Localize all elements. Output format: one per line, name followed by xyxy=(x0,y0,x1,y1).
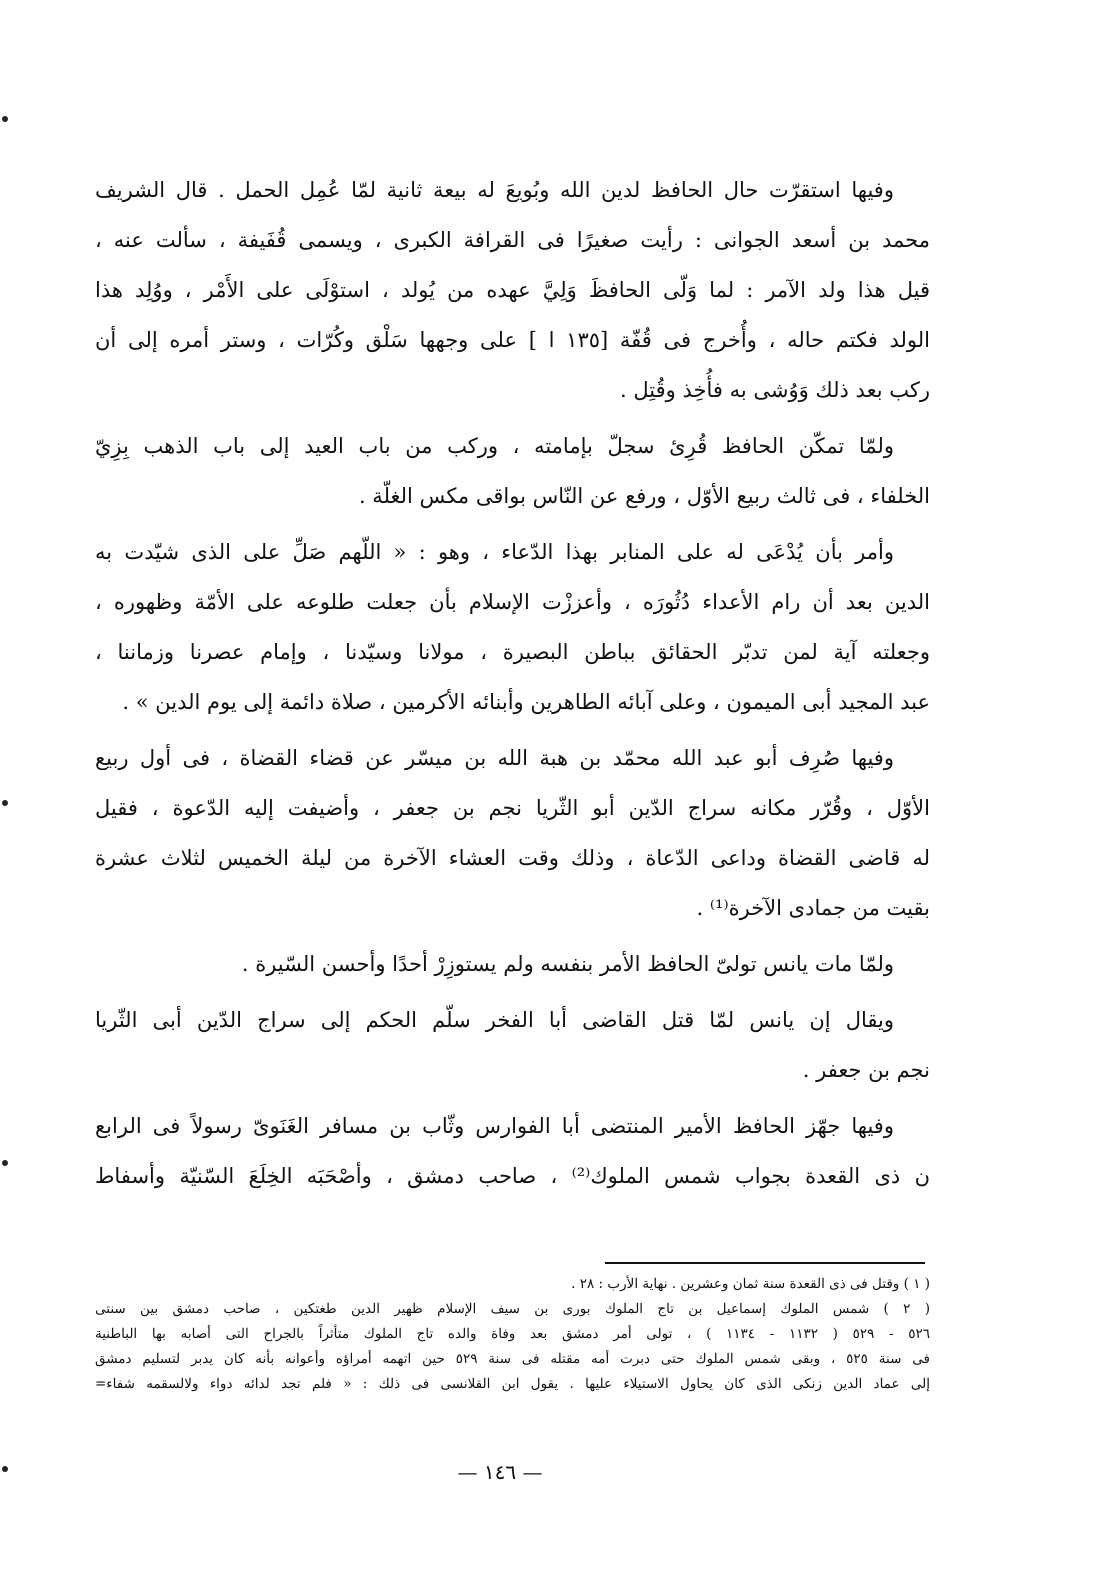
text-line: ويقال إن يانس لمّا قتل القاضى أبا الفخر سلّم الحكم إلى سراج الدّين أبى الثّريا xyxy=(95,1008,894,1032)
text-line: وفيها جهّز الحافظ الأمير المنتضى أبا الفوارس وثّاب بن مسافر الغَنَوىّ رسولاً فى الرابع xyxy=(95,1114,894,1138)
footnote-divider xyxy=(605,1262,925,1264)
text-line: عبد المجيد أبى الميمون ، وعلى آبائه الطاهرين وأبنائه الأكرمين ، صلاة دائمة إلى يوم الدين » . xyxy=(122,690,930,714)
main-text xyxy=(95,165,930,1207)
text-line: قيل هذا ولد الآمر : لما وَلّى الحافظَ وَلِيَّ عهده من يُولد ، استوْلَى على الأَمْر ، ووُلِد هذا xyxy=(95,278,930,302)
footnote-line: ( ٢ ) شمس الملوك إسماعيل بن تاج الملوك بورى بن سيف الإسلام ظهير الدين طغتكين ، صاحب دمشق بين سنتى xyxy=(95,1301,930,1317)
paragraph xyxy=(95,1101,930,1201)
text-line: الولد فكتم حاله ، وأُخرج فى قُفّة [١٣٥ ا ] على وجهها سَلْق وكُرّات ، وستر أمره إلى أن xyxy=(95,328,930,352)
text-line: الخلفاء ، فى ثالث ربيع الأوّل ، ورفع عن النّاس بواقى مكس الغلّة . xyxy=(358,484,930,508)
text-line: الأوّل ، وقُرّر مكانه سراج الدّين أبو الثّريا نجم بن جعفر ، وأضيفت إليه الدّعوة ، فقيل xyxy=(95,796,930,820)
paragraph xyxy=(95,527,930,727)
text-line: ركب بعد ذلك وَوُشى به فأُخِذ وقُتِل . xyxy=(620,378,930,402)
paragraph xyxy=(95,939,930,989)
paragraph xyxy=(95,421,930,521)
scan-mark xyxy=(2,800,8,806)
paragraph xyxy=(95,165,930,415)
text-line: له قاضى القضاة وداعى الدّعاة ، وذلك وقت العشاء الآخرة من ليلة الخميس لثلاث عشرة xyxy=(95,846,930,870)
paragraph xyxy=(95,733,930,933)
text-line: الدين بعد أن رام الأعداء دُثُورَه ، وأعززْت الإسلام بأن جعلت طلوعه على الأمّة وظهوره ، xyxy=(95,590,930,614)
text-line: وجعلته آية لمن تدبّر الحقائق بباطن البصيرة ، مولانا وسيّدنا ، وإمام عصرنا وزماننا ، xyxy=(95,640,930,664)
text-line: ن ذى القعدة بجواب شمس الملوك⁽²⁾ ، صاحب دمشق ، وأصْحَبَه الخِلَعَ السّنيّة وأسفاط xyxy=(95,1164,930,1188)
text-line: ولمّا تمكّن الحافظ قُرِئ سجلّ بإمامته ، وركب من باب العيد إلى باب الذهب بِزِيّ xyxy=(95,434,894,458)
footnote-line: ( ١ ) وقتل فى ذى القعدة سنة ثمان وعشرين . نهاية الأرب : ٢٨ . xyxy=(571,1276,930,1292)
text-line: وفيها استقرّت حال الحافظ لدين الله وبُويعَ له بيعة ثانية لمّا عُمِل الحمل . قال الشريف xyxy=(95,178,894,202)
text-line: محمد بن أسعد الجوانى : رأيت صغيرًا فى القرافة الكبرى ، ويسمى قُفَيفة ، سألت عنه ، xyxy=(95,228,930,252)
text-line: بقيت من جمادى الآخرة⁽¹⁾ . xyxy=(696,896,930,920)
text-line: وفيها صُرِف أبو عبد الله محمّد بن هبة الله بن ميسّر عن قضاء القضاة ، فى أول ربيع xyxy=(95,746,894,770)
footnotes xyxy=(95,1272,930,1397)
scan-mark xyxy=(2,1466,8,1472)
footnote-line: فى سنة ٥٢٥ ، وبقى شمس الملوك حتى دبرت أمه مقتله فى سنة ٥٢٩ حين اتهمه أمراؤه وأعوانه بأنه كان يدبر لتسليم دمشق xyxy=(95,1351,930,1367)
text-line: وأمر بأن يُدْعَى له على المنابر بهذا الدّعاء ، وهو : « اللّهم صَلِّ على الذى شيّدت به xyxy=(95,540,894,564)
footnote-line: إلى عماد الدين زنكى الذى كان يحاول الاستيلاء عليها . يقول ابن القلانسى فى ذلك : « فلم تجد لدائه دواء ولالسقمه شفاء= xyxy=(95,1376,930,1392)
scan-mark xyxy=(2,116,8,122)
text-line: ولمّا مات يانس تولىّ الحافظ الأمر بنفسه ولم يستوزِرْ أحدًا وأحسن السّيرة . xyxy=(241,952,894,976)
page-number: — ١٤٦ — xyxy=(457,1460,543,1484)
scan-mark xyxy=(2,1160,8,1166)
footnote-line: ٥٢٦ - ٥٢٩ ( ١١٣٢ - ١١٣٤ ) ، تولى أمر دمشق بعد وفاة والده تاج الملوك متأثراً بالجراح التى أصابه بها الباطنية xyxy=(95,1326,930,1342)
text-line: نجم بن جعفر . xyxy=(802,1058,930,1082)
paragraph xyxy=(95,995,930,1095)
